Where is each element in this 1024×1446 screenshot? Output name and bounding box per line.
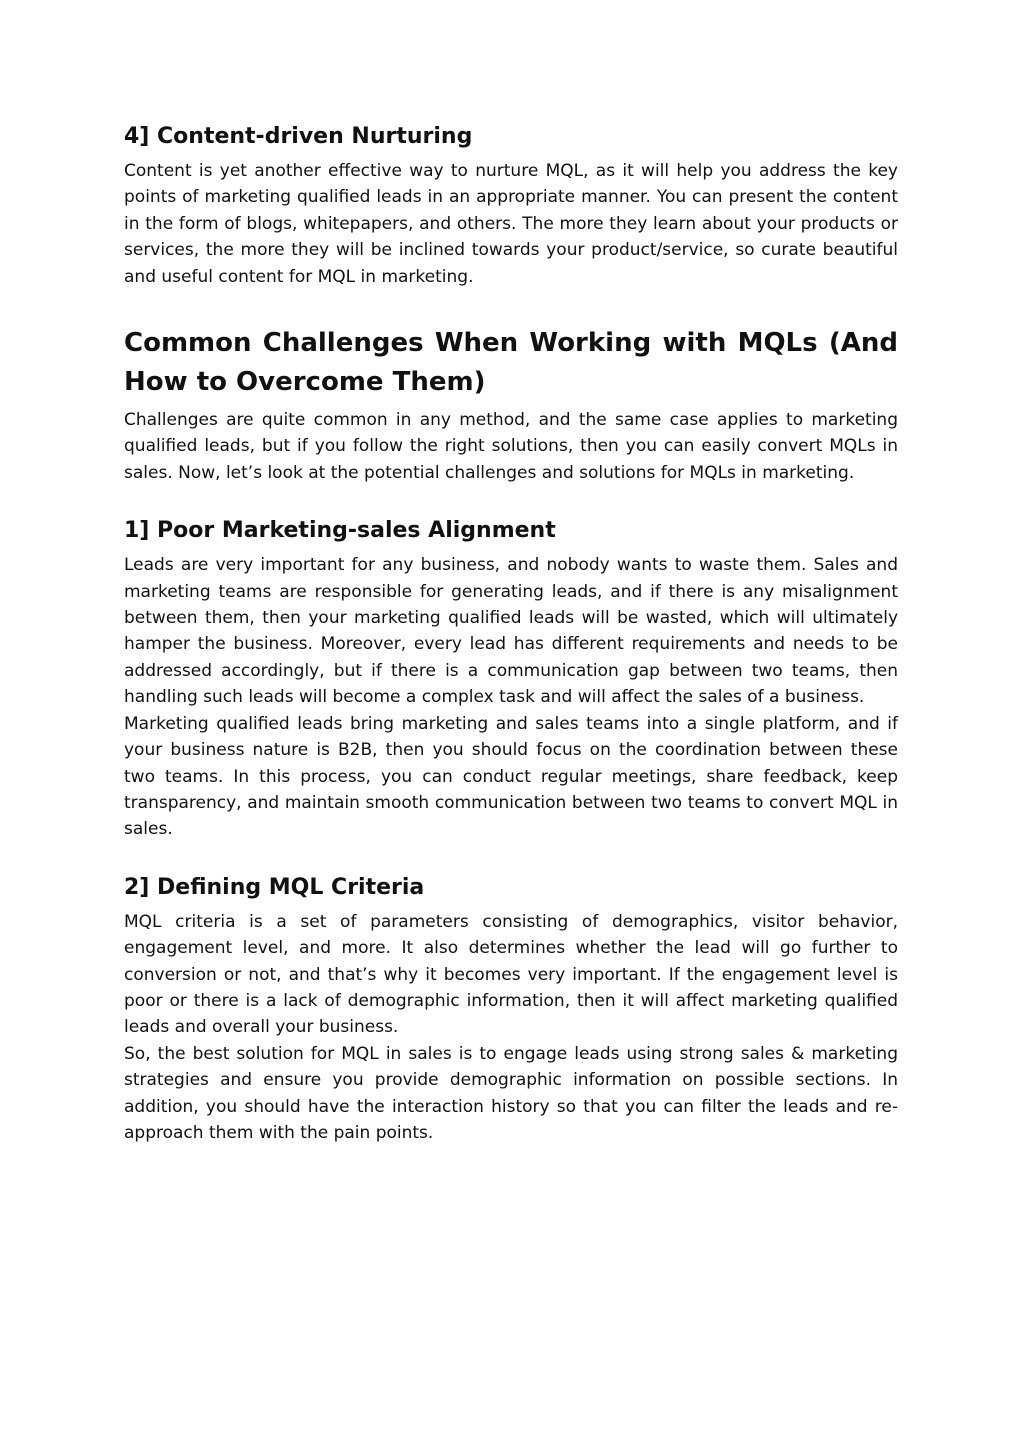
paragraph-poor-alignment-1: Leads are very important for any business, and nobody wants to waste them. Sales and marketing teams are responsible for generating leads, and if there is any misalignment between them, then your marketing qualified leads will be wasted, which will ultimately hamper the business. Moreover, every lead has different requirements and needs to be addressed accordingly, but if there is a communication gap between two teams, then handling such leads will become a complex task and will affect the sales of a business.	[124, 555, 898, 708]
spacer	[124, 843, 898, 871]
paragraph-common-challenges: Challenges are quite common in any method, and the same case applies to marketing qualified leads, but if you follow the right solutions, then you can easily convert MQLs in sales. Now, let’s look at the potential challenges and solutions for MQLs in marketing.	[124, 410, 898, 483]
spacer	[124, 486, 898, 514]
section-heading-defining-mql-criteria: 2] Defining MQL Criteria	[124, 874, 425, 900]
paragraph-poor-alignment-2: Marketing qualified leads bring marketing and sales teams into a single platform, and if your business nature is B2B, then you should focus on the coordination between these two teams. In this process, you can conduct regular meetings, share feedback, keep transparency, and maintain smooth communication between two teams to convert MQL in sales.	[124, 713, 898, 840]
spacer	[124, 290, 898, 324]
paragraph-defining-mql-criteria-2: So, the best solution for MQL in sales is to engage leads using strong sales & marketing strategies and ensure you provide demographic information on possible sections. In addition, you should have the interaction history so that you can filter the leads and re-approach them with the pain points.	[124, 1043, 898, 1143]
section-heading-content-driven-nurturing: 4] Content-driven Nurturing	[124, 124, 473, 149]
section-heading-poor-alignment: 1] Poor Marketing-sales Alignment	[124, 518, 556, 544]
paragraph-defining-mql-criteria-1: MQL criteria is a set of parameters consisting of demographics, visitor behavior, engagement level, and more. It also determines whether the lead will go further to conversion or not, and that’s why it becomes very important. If the engagement level is poor or there is a lack of demographic information, then it will affect marketing qualified leads and overall your business.	[124, 911, 898, 1038]
paragraph-content-driven-nurturing: Content is yet another effective way to nurture MQL, as it will help you address the key points of marketing qualified leads in an appropriate manner. You can present the content in the form of blogs, whitepapers, and others. The more they learn about your products or services, the more they will be inclined towards your product/service, so curate beautiful and useful content for MQL in marketing.	[124, 161, 898, 287]
section-heading-common-challenges: Common Challenges When Working with MQLs (And How to Overcome Them)	[124, 328, 898, 398]
document-page	[124, 120, 898, 1146]
